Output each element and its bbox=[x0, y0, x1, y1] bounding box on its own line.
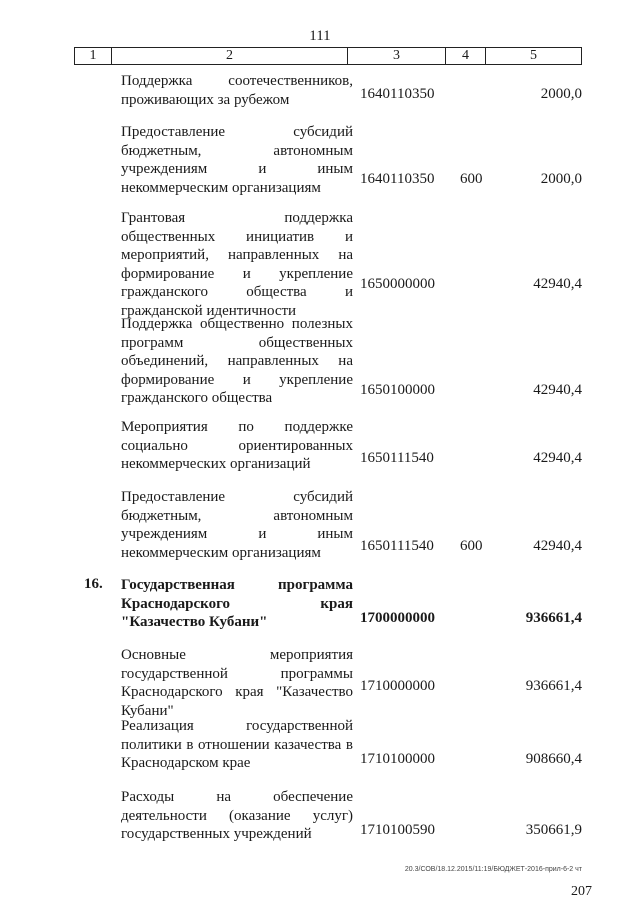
header-col-5: 5 bbox=[485, 48, 581, 64]
row-code: 1650100000 bbox=[360, 382, 435, 398]
row-code: 1710000000 bbox=[360, 678, 435, 694]
row-description: Предоставление субсидий бюджетным, автономным учреждениям и иным некоммерческим организациям bbox=[121, 124, 353, 196]
row-code: 1640110350 bbox=[360, 171, 435, 187]
row-kvr: 600 bbox=[460, 171, 483, 187]
row-description: Поддержка общественно полезных программ общественных объединений, направленных на формирование и укрепление гражданского общества bbox=[121, 316, 353, 406]
header-col-1: 1 bbox=[89, 48, 97, 63]
row-amount: 42940,4 bbox=[533, 276, 582, 292]
row-amount: 42940,4 bbox=[533, 538, 582, 554]
row-description: Расходы на обеспечение деятельности (оказание услуг) государственных учреждений bbox=[121, 789, 353, 842]
row-description: Грантовая поддержка общественных инициатив и мероприятий, направленных на формирование и укрепление гражданского общества и гражданской идентичности bbox=[121, 210, 353, 319]
row-description: Мероприятия по поддержке социально ориентированных некоммерческих организаций bbox=[121, 419, 353, 472]
row-amount: 2000,0 bbox=[540, 171, 582, 187]
row-description: Государственная программа Краснодарского края "Казачество Кубани" bbox=[121, 577, 353, 630]
row-amount: 908660,4 bbox=[525, 751, 582, 767]
header-col-2: 2 bbox=[111, 48, 347, 64]
row-code: 1710100590 bbox=[360, 822, 435, 838]
row-code: 1650111540 bbox=[360, 538, 434, 554]
row-code: 1700000000 bbox=[360, 610, 435, 626]
row-code: 1650000000 bbox=[360, 276, 435, 292]
page-number: 111 bbox=[309, 28, 331, 44]
row-amount: 2000,0 bbox=[540, 86, 582, 102]
row-number: 16. bbox=[84, 576, 103, 592]
header-col-4: 4 bbox=[445, 48, 485, 64]
row-description: Предоставление субсидий бюджетным, автономным учреждениям и иным некоммерческим организациям bbox=[121, 489, 353, 561]
row-amount: 936661,4 bbox=[525, 678, 582, 694]
table-header bbox=[74, 47, 582, 65]
row-code: 1710100000 bbox=[360, 751, 435, 767]
row-code: 1650111540 bbox=[360, 450, 434, 466]
row-description: Поддержка соотечественников, проживающих за рубежом bbox=[121, 73, 353, 108]
row-amount: 42940,4 bbox=[533, 450, 582, 466]
footer-reference: 20.3/СОВ/18.12.2015/11:19/БЮДЖЕТ-2016-прил-6-2 чт bbox=[404, 866, 582, 873]
corner-page-number: 207 bbox=[571, 884, 592, 899]
row-description: Реализация государственной политики в отношении казачества в Краснодарском крае bbox=[121, 718, 353, 771]
row-kvr: 600 bbox=[460, 538, 483, 554]
row-amount: 42940,4 bbox=[533, 382, 582, 398]
header-col-3: 3 bbox=[347, 48, 445, 64]
row-description: Основные мероприятия государственной программы Краснодарского края "Казачество Кубани" bbox=[121, 647, 353, 719]
row-amount: 350661,9 bbox=[525, 822, 582, 838]
row-code: 1640110350 bbox=[360, 86, 435, 102]
row-amount: 936661,4 bbox=[525, 610, 582, 626]
